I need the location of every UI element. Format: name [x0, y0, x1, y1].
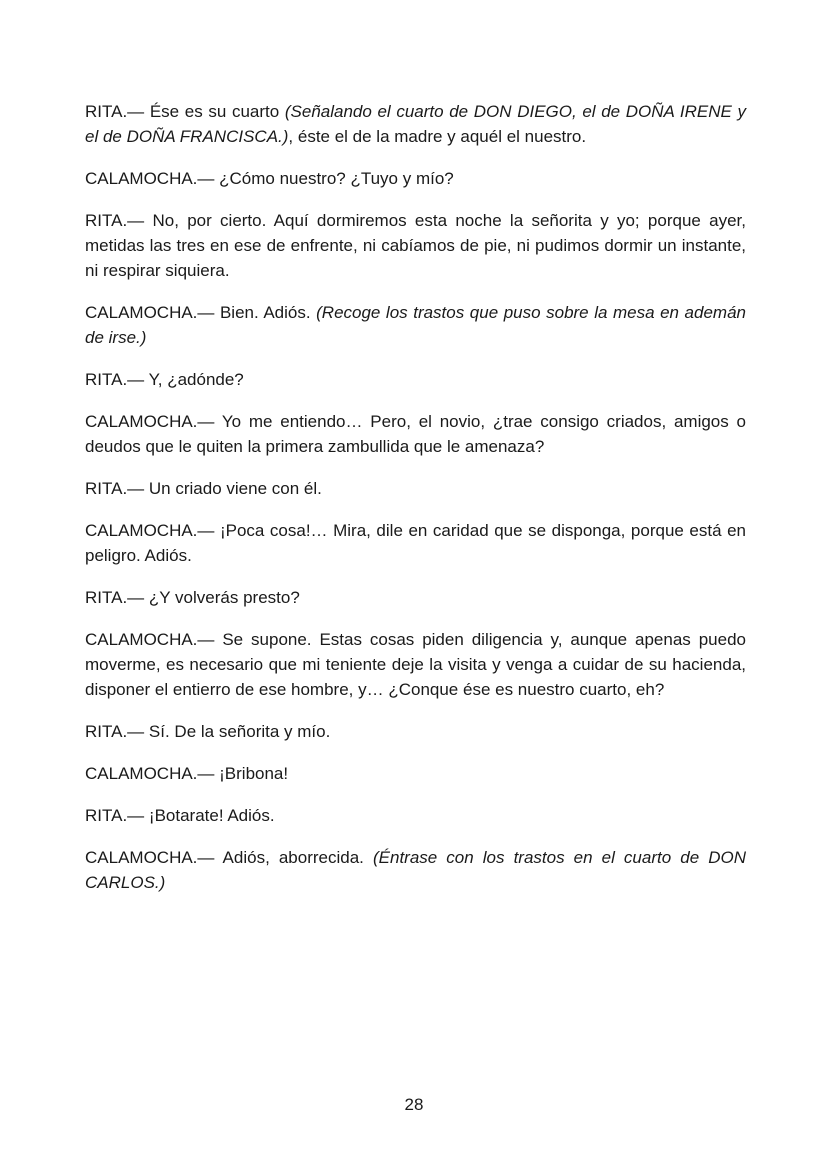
page-number: 28	[404, 1095, 424, 1114]
dialogue-paragraph	[85, 300, 746, 350]
dialogue-text: CALAMOCHA.— Yo me entiendo… Pero, el novio, ¿trae consigo criados, amigos o deudos que le quiten la primera zambullida que le amenaza?	[85, 412, 746, 456]
dialogue-paragraph	[85, 166, 746, 191]
dialogue-text: CALAMOCHA.— Adiós, aborrecida.	[85, 848, 373, 867]
dialogue-text: CALAMOCHA.— Se supone. Estas cosas piden diligencia y, aunque apenas puedo moverme, es necesario que mi teniente deje la visita y venga a cuidar de su hacienda, disponer el entierro de ese hombre, y… ¿Conque ése es nuestro cuarto, eh?	[85, 630, 746, 699]
dialogue-paragraph	[85, 208, 746, 283]
text-block	[85, 99, 746, 912]
dialogue-text: RITA.— Ése es su cuarto	[85, 102, 285, 121]
stage-direction: (Señalando el cuarto de DON DIEGO, el de DOÑA IRENE y el de DOÑA FRANCISCA.)	[85, 102, 746, 146]
dialogue-paragraph	[85, 803, 746, 828]
dialogue-text: RITA.— Un criado viene con él.	[85, 479, 322, 498]
dialogue-paragraph	[85, 845, 746, 895]
dialogue-text: CALAMOCHA.— ¿Cómo nuestro? ¿Tuyo y mío?	[85, 169, 454, 188]
dialogue-text: , éste el de la madre y aquél el nuestro.	[288, 127, 587, 146]
dialogue-text: CALAMOCHA.— ¡Bribona!	[85, 764, 289, 783]
dialogue-text: RITA.— Y, ¿adónde?	[85, 370, 244, 389]
dialogue-text: RITA.— Sí. De la señorita y mío.	[85, 722, 331, 741]
dialogue-paragraph	[85, 518, 746, 568]
dialogue-paragraph	[85, 99, 746, 149]
dialogue-text: RITA.— ¡Botarate! Adiós.	[85, 806, 275, 825]
dialogue-text: RITA.— ¿Y volverás presto?	[85, 588, 300, 607]
dialogue-paragraph	[85, 585, 746, 610]
dialogue-text: CALAMOCHA.— Bien. Adiós.	[85, 303, 317, 322]
dialogue-paragraph	[85, 761, 746, 786]
stage-direction: (Éntrase con los trastos en el cuarto de DON CARLOS.)	[85, 848, 746, 892]
stage-direction: (Recoge los trastos que puso sobre la mesa en ademán de irse.)	[85, 303, 746, 347]
dialogue-text: RITA.— No, por cierto. Aquí dormiremos esta noche la señorita y yo; porque ayer, metidas las tres en ese de enfrente, ni cabíamos de pie, ni pudimos dormir un instante, ni respirar siquiera.	[85, 211, 746, 280]
dialogue-paragraph	[85, 367, 746, 392]
dialogue-paragraph	[85, 719, 746, 744]
dialogue-paragraph	[85, 409, 746, 459]
dialogue-paragraph	[85, 476, 746, 501]
dialogue-paragraph	[85, 627, 746, 702]
dialogue-text: CALAMOCHA.— ¡Poca cosa!… Mira, dile en caridad que se disponga, porque está en peligro. Adiós.	[85, 521, 746, 565]
